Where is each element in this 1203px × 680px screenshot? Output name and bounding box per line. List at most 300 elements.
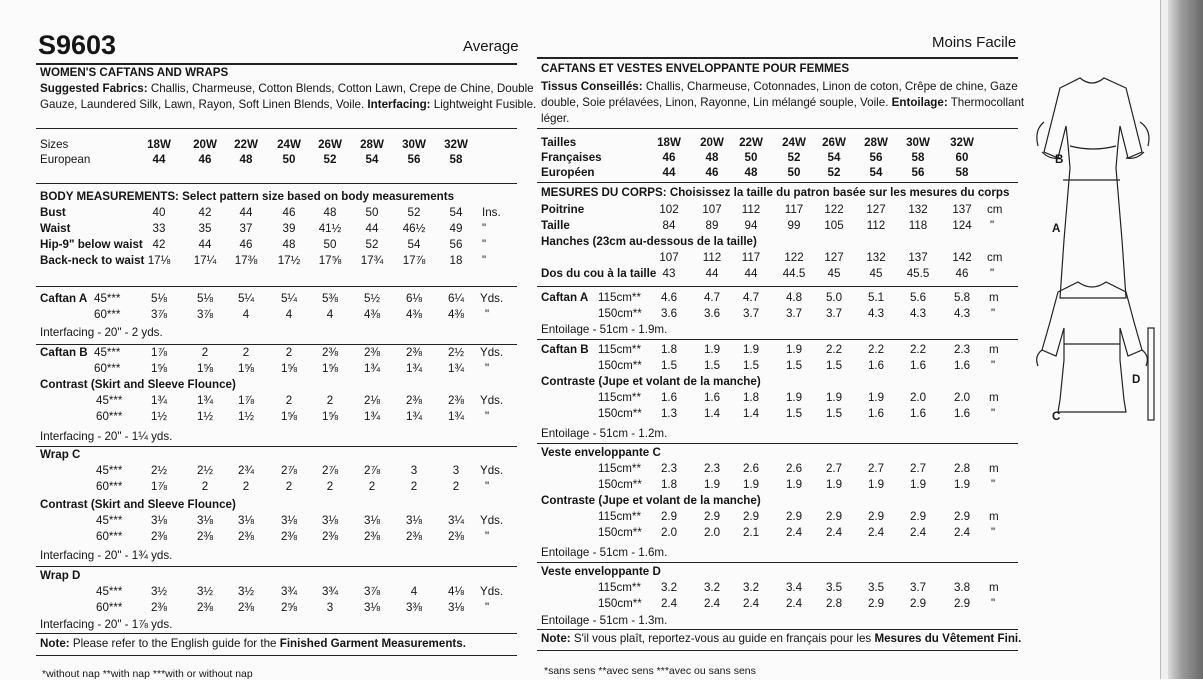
fr-cell: 3.7 bbox=[742, 307, 760, 320]
en-cell: 3 bbox=[410, 464, 418, 477]
en-cell: 5⅜ bbox=[321, 292, 339, 305]
fr-cell: 4.7 bbox=[703, 291, 721, 304]
en-body-cell: 17⅞ bbox=[402, 254, 426, 267]
en-size-cell: 18W bbox=[147, 138, 171, 151]
view-label-b: B bbox=[1055, 153, 1064, 166]
fr-cell: 43 bbox=[662, 267, 676, 280]
en-unit: Yds. bbox=[480, 464, 504, 477]
en-cell: 2⅞ bbox=[321, 464, 339, 477]
fr-unit: m bbox=[989, 510, 999, 523]
fr-cell: 112 bbox=[741, 203, 761, 216]
en-contrast-label: Contrast (Skirt and Sleeve Flounce) bbox=[40, 498, 236, 511]
fr-cell: 124 bbox=[952, 219, 972, 232]
fr-cell: 127 bbox=[824, 251, 844, 264]
fr-cell: 127 bbox=[866, 203, 886, 216]
rule bbox=[36, 655, 517, 656]
fr-width: 115cm** bbox=[598, 343, 641, 356]
en-cell: 2 bbox=[285, 394, 293, 407]
fr-unit: " bbox=[991, 526, 996, 539]
fr-cell: 3.7 bbox=[909, 581, 927, 594]
en-cell: 1¾ bbox=[150, 394, 168, 407]
fr-cell: 1.9 bbox=[785, 391, 803, 404]
fr-cell: 3.8 bbox=[953, 581, 971, 594]
en-title: WOMEN'S CAFTANS AND WRAPS bbox=[40, 66, 229, 79]
en-note-part: Finished Garment Measurements. bbox=[279, 637, 466, 650]
fr-cell: 2.4 bbox=[703, 597, 721, 610]
en-cell: 4⅛ bbox=[447, 585, 465, 598]
fr-cell: 1.9 bbox=[742, 343, 760, 356]
fr-cell: 5.6 bbox=[909, 291, 927, 304]
fr-cell: 2.3 bbox=[953, 343, 971, 356]
fr-cell: 3.7 bbox=[785, 307, 803, 320]
en-interfacing: Interfacing - 20" - 1¼ yds. bbox=[40, 430, 173, 443]
fr-cell: 1.9 bbox=[785, 343, 803, 356]
en-size-cell: 22W bbox=[234, 138, 258, 151]
en-european-label: European bbox=[40, 153, 91, 166]
en-cell: 1¾ bbox=[363, 362, 381, 375]
fr-cell: 1.5 bbox=[825, 407, 843, 420]
fr-cell: 2.4 bbox=[867, 526, 885, 539]
en-cell: 4 bbox=[285, 308, 293, 321]
en-note-part: Please refer to the English guide for the bbox=[69, 637, 280, 650]
fr-cell: 46 bbox=[955, 267, 969, 280]
fr-cell: 2.8 bbox=[825, 597, 843, 610]
fr-cell: 1.8 bbox=[660, 343, 678, 356]
wrap-c-d-drawing bbox=[1042, 282, 1142, 412]
en-caftan_a-label: Caftan A bbox=[40, 292, 88, 305]
fr-cell: 1.5 bbox=[703, 359, 721, 372]
fr-cell: 2.9 bbox=[909, 597, 927, 610]
fr-cell: 2.2 bbox=[867, 343, 885, 356]
en-body-label: Back-neck to waist bbox=[40, 254, 145, 267]
fr-unit: cm bbox=[987, 251, 1003, 264]
fr-cell: 112 bbox=[702, 251, 722, 264]
en-unit: Yds. bbox=[480, 394, 504, 407]
en-body-cell: 39 bbox=[282, 222, 296, 235]
en-body-cell: 33 bbox=[152, 222, 166, 235]
en-cell: 3½ bbox=[237, 585, 255, 598]
fr-europeen-cell: 54 bbox=[869, 166, 883, 179]
fr-francaises-cell: 56 bbox=[869, 151, 883, 164]
en-cell: 5¼ bbox=[237, 292, 255, 305]
en-european-cell: 58 bbox=[449, 153, 463, 166]
fr-size-cell: 18W bbox=[657, 136, 681, 149]
fr-fabrics-2 bbox=[541, 96, 1024, 110]
en-body-cell: 37 bbox=[239, 222, 253, 235]
en-note bbox=[40, 637, 466, 651]
en-cell: 3⅛ bbox=[196, 514, 214, 527]
fr-francaises-cell: 54 bbox=[827, 151, 841, 164]
fr-cell: 105 bbox=[824, 219, 844, 232]
fr-width: 150cm** bbox=[598, 526, 642, 539]
fr-cell: 1.9 bbox=[825, 478, 843, 491]
en-body-label: Waist bbox=[40, 222, 71, 235]
en-cell: 3⅞ bbox=[363, 585, 381, 598]
fr-europeen-label: Européen bbox=[541, 166, 595, 179]
en-body-cell: 46½ bbox=[402, 222, 426, 235]
fr-note-part: Note: bbox=[541, 632, 571, 645]
fr-cell: 45 bbox=[827, 267, 841, 280]
rule bbox=[36, 128, 517, 129]
en-body-cell: 54 bbox=[449, 206, 463, 219]
fr-unit: " bbox=[991, 597, 996, 610]
en-cell: 6¼ bbox=[447, 292, 465, 305]
fr-cell: 4.6 bbox=[660, 291, 678, 304]
fr-cell: 2.7 bbox=[909, 462, 927, 475]
fr-francaises-cell: 58 bbox=[911, 151, 925, 164]
fr-cell: 1.9 bbox=[785, 478, 803, 491]
fr-size-cell: 28W bbox=[864, 136, 888, 149]
fr-cell: 2.9 bbox=[909, 510, 927, 523]
fr-cell: 122 bbox=[784, 251, 804, 264]
en-cell: 2⅜ bbox=[405, 530, 423, 543]
fr-cell: 4.3 bbox=[953, 307, 971, 320]
fr-cell: 1.9 bbox=[909, 478, 927, 491]
fr-cell: 1.9 bbox=[867, 391, 885, 404]
en-unit: Yds. bbox=[480, 346, 504, 359]
en-cell: 1¾ bbox=[196, 394, 214, 407]
en-body-cell: 50 bbox=[365, 206, 379, 219]
en-cell: 2½ bbox=[447, 346, 465, 359]
en-cell: 2⅜ bbox=[447, 394, 465, 407]
rule bbox=[537, 286, 1018, 287]
fr-entoilage: Entoilage - 51cm - 1.2m. bbox=[541, 427, 668, 440]
fr-cell: 1.8 bbox=[660, 478, 678, 491]
fr-cell: 2.0 bbox=[703, 526, 721, 539]
en-cell: 1½ bbox=[150, 410, 168, 423]
en-cell: 2 bbox=[368, 480, 376, 493]
fr-europeen-cell: 46 bbox=[705, 166, 719, 179]
en-cell: 1¾ bbox=[363, 410, 381, 423]
en-body-cell: 17⅛ bbox=[147, 254, 171, 267]
en-cell: 3¾ bbox=[280, 585, 298, 598]
en-cell: 2⅜ bbox=[447, 530, 465, 543]
fr-francaises-cell: 60 bbox=[955, 151, 969, 164]
en-unit: Yds. bbox=[480, 514, 504, 527]
en-cell: 3½ bbox=[196, 585, 214, 598]
fr-cell: 107 bbox=[702, 203, 722, 216]
en-cell: 1¾ bbox=[405, 362, 423, 375]
en-size-cell: 24W bbox=[277, 138, 301, 151]
fr-size-cell: 32W bbox=[950, 136, 974, 149]
fr-note bbox=[541, 632, 1021, 646]
fr-cell: 1.9 bbox=[703, 478, 721, 491]
en-body-cell: 49 bbox=[449, 222, 463, 235]
fr-fabrics-2-part: Thermocollant bbox=[947, 96, 1025, 109]
en-cell: 2⅜ bbox=[196, 530, 214, 543]
en-body-cell: 44 bbox=[365, 222, 379, 235]
en-width: 60*** bbox=[94, 308, 121, 321]
en-cell: 1⅞ bbox=[150, 346, 168, 359]
en-width: 60*** bbox=[96, 480, 123, 493]
en-body-cell: 54 bbox=[407, 238, 421, 251]
en-body-cell: 48 bbox=[282, 238, 296, 251]
en-cell: 3½ bbox=[150, 585, 168, 598]
fr-unit: m bbox=[989, 581, 999, 594]
garment-illustration bbox=[1030, 60, 1165, 440]
fr-cell: 2.1 bbox=[742, 526, 760, 539]
en-cell: 2 bbox=[285, 346, 293, 359]
en-cell: 2⅜ bbox=[237, 601, 255, 614]
fr-cell: 107 bbox=[659, 251, 679, 264]
fr-cell: 3.2 bbox=[742, 581, 760, 594]
fr-cell: 5.8 bbox=[953, 291, 971, 304]
fr-width: 115cm** bbox=[598, 581, 641, 594]
fr-cell: 1.6 bbox=[703, 391, 721, 404]
fr-size-cell: 30W bbox=[906, 136, 930, 149]
fr-size-cell: 26W bbox=[822, 136, 846, 149]
fr-cell: 1.5 bbox=[785, 359, 803, 372]
en-unit: Yds. bbox=[480, 585, 504, 598]
en-width: 60*** bbox=[96, 530, 123, 543]
en-cell: 3⅛ bbox=[150, 514, 168, 527]
caftan-a-b-drawing bbox=[1044, 78, 1142, 298]
fr-cell: 4.8 bbox=[785, 291, 803, 304]
en-cell: 2⅝ bbox=[280, 601, 298, 614]
en-cell: 3⅜ bbox=[405, 601, 423, 614]
en-cell: 3⅛ bbox=[363, 514, 381, 527]
fr-width: 115cm** bbox=[598, 291, 641, 304]
fr-cell: 132 bbox=[866, 251, 886, 264]
en-interfacing: Interfacing - 20" - 1¾ yds. bbox=[40, 549, 173, 562]
en-body-cell: 40 bbox=[152, 206, 166, 219]
fr-cell: 1.9 bbox=[953, 478, 971, 491]
en-body-cell: 17¾ bbox=[360, 254, 384, 267]
fr-francaises-label: Françaises bbox=[541, 151, 602, 164]
en-european-cell: 48 bbox=[239, 153, 253, 166]
en-fabrics-2-part: Gauze, Laundered Silk, Lawn, Rayon, Soft Linen Blends, Voile. bbox=[40, 98, 368, 111]
en-cell: 4 bbox=[242, 308, 250, 321]
fr-cell: 1.4 bbox=[703, 407, 721, 420]
fr-veste_d-label: Veste enveloppante D bbox=[541, 565, 661, 578]
en-cell: 1⅞ bbox=[237, 394, 255, 407]
rule bbox=[36, 286, 517, 287]
fr-cell: 2.9 bbox=[953, 510, 971, 523]
en-caftan_b-label: Caftan B bbox=[40, 346, 88, 359]
difficulty-en: Average bbox=[463, 38, 519, 55]
fr-cell: 1.6 bbox=[953, 407, 971, 420]
fr-cell: 3.2 bbox=[703, 581, 721, 594]
en-cell: 1⅝ bbox=[237, 362, 255, 375]
fr-cell: 1.3 bbox=[660, 407, 678, 420]
en-fabrics-1-part: Suggested Fabrics: bbox=[40, 82, 148, 95]
fr-cell: 2.9 bbox=[660, 510, 678, 523]
fr-entoilage: Entoilage - 51cm - 1.3m. bbox=[541, 614, 668, 627]
en-body-cell: 52 bbox=[365, 238, 379, 251]
en-size-cell: 28W bbox=[360, 138, 384, 151]
en-cell: 2 bbox=[326, 394, 334, 407]
en-cell: 1¾ bbox=[405, 410, 423, 423]
en-width: 45*** bbox=[96, 464, 123, 477]
en-width: 45*** bbox=[96, 585, 123, 598]
en-body-cell: 17½ bbox=[277, 254, 301, 267]
en-cell: 1⅝ bbox=[321, 362, 339, 375]
rule bbox=[537, 182, 1018, 183]
fr-taille-label: Taille bbox=[541, 219, 570, 232]
en-cell: 3⅛ bbox=[280, 514, 298, 527]
fr-unit: cm bbox=[987, 203, 1003, 216]
en-cell: 1⅞ bbox=[150, 480, 168, 493]
fr-cell: 4.7 bbox=[742, 291, 760, 304]
en-cell: 2⅜ bbox=[321, 346, 339, 359]
en-body-unit: " bbox=[482, 222, 487, 235]
en-body-cell: 35 bbox=[198, 222, 212, 235]
fr-contrast-label: Contraste (Jupe et volant de la manche) bbox=[541, 375, 761, 388]
fr-cell: 1.9 bbox=[703, 343, 721, 356]
en-cell: 1⅝ bbox=[321, 410, 339, 423]
fr-cell: 4.3 bbox=[867, 307, 885, 320]
fr-note-part: S'il vous plaît, reportez-vous au guide en français pour les bbox=[570, 632, 875, 645]
fr-cell: 2.3 bbox=[660, 462, 678, 475]
en-body-label: Hip-9" below waist bbox=[40, 238, 143, 251]
fr-unit: " bbox=[991, 478, 996, 491]
fr-footnote: *sans sens **avec sens ***avec ou sans sens bbox=[544, 665, 756, 677]
fr-unit: m bbox=[989, 391, 999, 404]
fr-cell: 1.6 bbox=[909, 407, 927, 420]
en-body-label: Bust bbox=[40, 206, 66, 219]
en-cell: 2 bbox=[326, 480, 334, 493]
en-cell: 3⅛ bbox=[447, 601, 465, 614]
en-unit: Yds. bbox=[480, 292, 504, 305]
fr-cell: 2.4 bbox=[825, 526, 843, 539]
fr-unit: m bbox=[989, 291, 999, 304]
en-body-unit: Ins. bbox=[482, 206, 501, 219]
en-cell: 2 bbox=[242, 346, 250, 359]
fr-cell: 117 bbox=[741, 251, 761, 264]
fr-unit: " bbox=[990, 219, 995, 232]
en-width: 60*** bbox=[94, 362, 121, 375]
fr-fabrics-2-part: double, Soie prélavées, Linon, Rayonne, Lin mélangé souple, Voile. bbox=[541, 96, 892, 109]
rule bbox=[537, 562, 1018, 563]
fr-unit: " bbox=[991, 407, 996, 420]
en-note-part: Note: bbox=[40, 637, 70, 650]
fr-francaises-cell: 50 bbox=[744, 151, 758, 164]
fr-cell: 3.5 bbox=[867, 581, 885, 594]
rule bbox=[537, 629, 1018, 630]
en-body-cell: 46 bbox=[282, 206, 296, 219]
fr-europeen-cell: 50 bbox=[787, 166, 801, 179]
fr-cell: 44.5 bbox=[782, 267, 806, 280]
fr-cell: 2.9 bbox=[867, 597, 885, 610]
fr-cell: 89 bbox=[705, 219, 719, 232]
en-body-cell: 50 bbox=[323, 238, 337, 251]
en-cell: 2⅜ bbox=[363, 530, 381, 543]
fr-cell: 2.9 bbox=[825, 510, 843, 523]
fr-unit: m bbox=[989, 462, 999, 475]
fr-cell: 44 bbox=[705, 267, 719, 280]
en-cell: 2½ bbox=[196, 464, 214, 477]
fr-cell: 2.8 bbox=[953, 462, 971, 475]
fr-cell: 3.5 bbox=[825, 581, 843, 594]
fr-cell: 2.9 bbox=[953, 597, 971, 610]
fr-cell: 2.4 bbox=[953, 526, 971, 539]
en-cell: 2 bbox=[452, 480, 460, 493]
en-cell: 4⅜ bbox=[363, 308, 381, 321]
view-label-d: D bbox=[1132, 373, 1141, 386]
fr-cell: 1.9 bbox=[825, 391, 843, 404]
fr-cell: 112 bbox=[866, 219, 886, 232]
fr-europeen-cell: 56 bbox=[911, 166, 925, 179]
fr-cell: 2.4 bbox=[742, 597, 760, 610]
fr-cell: 1.9 bbox=[867, 478, 885, 491]
fr-veste_c-label: Veste enveloppante C bbox=[541, 446, 661, 459]
fr-cell: 2.4 bbox=[785, 597, 803, 610]
en-cell: 2 bbox=[201, 480, 209, 493]
en-width: 60*** bbox=[96, 601, 123, 614]
en-cell: 2⅜ bbox=[150, 601, 168, 614]
fr-cell: 1.8 bbox=[742, 391, 760, 404]
fr-cell: 2.6 bbox=[742, 462, 760, 475]
fr-cell: 2.0 bbox=[953, 391, 971, 404]
rule bbox=[36, 446, 517, 447]
en-cell: 4⅜ bbox=[447, 308, 465, 321]
fr-body-heading: MESURES DU CORPS: Choisissez la taille du patron basée sur les mesures du corps bbox=[541, 186, 1010, 199]
fr-fabrics-1-part: Challis, Charmeuse, Cotonnades, Linon de coton, Crêpe de chine, Gaze bbox=[642, 80, 1018, 93]
en-cell: 2½ bbox=[150, 464, 168, 477]
fr-cell: 94 bbox=[744, 219, 758, 232]
fr-cell: 2.0 bbox=[660, 526, 678, 539]
fr-cell: 1.4 bbox=[742, 407, 760, 420]
en-unit: " bbox=[485, 480, 490, 493]
fr-cell: 137 bbox=[952, 203, 972, 216]
en-cell: 2⅜ bbox=[405, 394, 423, 407]
fr-cell: 45 bbox=[869, 267, 883, 280]
en-body-cell: 17⅜ bbox=[234, 254, 258, 267]
en-cell: 4⅜ bbox=[405, 308, 423, 321]
en-body-unit: " bbox=[482, 254, 487, 267]
en-cell: 6⅛ bbox=[405, 292, 423, 305]
en-cell: 2⅜ bbox=[196, 601, 214, 614]
fr-cell: 2.2 bbox=[825, 343, 843, 356]
difficulty-fr: Moins Facile bbox=[932, 34, 1017, 51]
fr-dos-label: Dos du cou à la taille bbox=[541, 267, 657, 280]
en-width: 45*** bbox=[94, 292, 121, 305]
en-cell: 4 bbox=[326, 308, 334, 321]
fr-size-cell: 22W bbox=[739, 136, 763, 149]
fr-fabrics-2-part: Entoilage: bbox=[891, 96, 948, 109]
en-fabrics-2-part: Interfacing: bbox=[367, 98, 431, 111]
fr-width: 150cm** bbox=[598, 359, 642, 372]
fr-width: 150cm** bbox=[598, 478, 642, 491]
en-body-cell: 46 bbox=[239, 238, 253, 251]
en-cell: 1⅝ bbox=[150, 362, 168, 375]
fr-width: 150cm** bbox=[598, 407, 642, 420]
fr-cell: 3.4 bbox=[785, 581, 803, 594]
fr-cell: 2.9 bbox=[785, 510, 803, 523]
fr-sizes-label: Tailles bbox=[541, 136, 577, 149]
en-cell: 3 bbox=[452, 464, 460, 477]
header-rule-en bbox=[36, 63, 517, 65]
en-footnote: *without nap **with nap ***with or without nap bbox=[42, 668, 253, 680]
fr-unit: " bbox=[990, 267, 995, 280]
fr-entoilage: Entoilage - 51cm - 1.9m. bbox=[541, 323, 668, 336]
en-cell: 2⅞ bbox=[280, 464, 298, 477]
fr-cell: 84 bbox=[662, 219, 676, 232]
fr-hanches-label: Hanches (23cm au-dessous de la taille) bbox=[541, 235, 757, 248]
fr-cell: 102 bbox=[659, 203, 679, 216]
fr-cell: 2.4 bbox=[909, 526, 927, 539]
fr-size-cell: 24W bbox=[782, 136, 806, 149]
fr-caftan_b-label: Caftan B bbox=[541, 343, 589, 356]
view-label-c: C bbox=[1052, 410, 1061, 423]
fr-width: 150cm** bbox=[598, 307, 642, 320]
fr-cell: 3.6 bbox=[703, 307, 721, 320]
en-width: 60*** bbox=[96, 410, 123, 423]
fr-poitrine-label: Poitrine bbox=[541, 203, 585, 216]
fr-cell: 3.2 bbox=[660, 581, 678, 594]
en-cell: 2 bbox=[285, 480, 293, 493]
fr-cell: 1.5 bbox=[742, 359, 760, 372]
